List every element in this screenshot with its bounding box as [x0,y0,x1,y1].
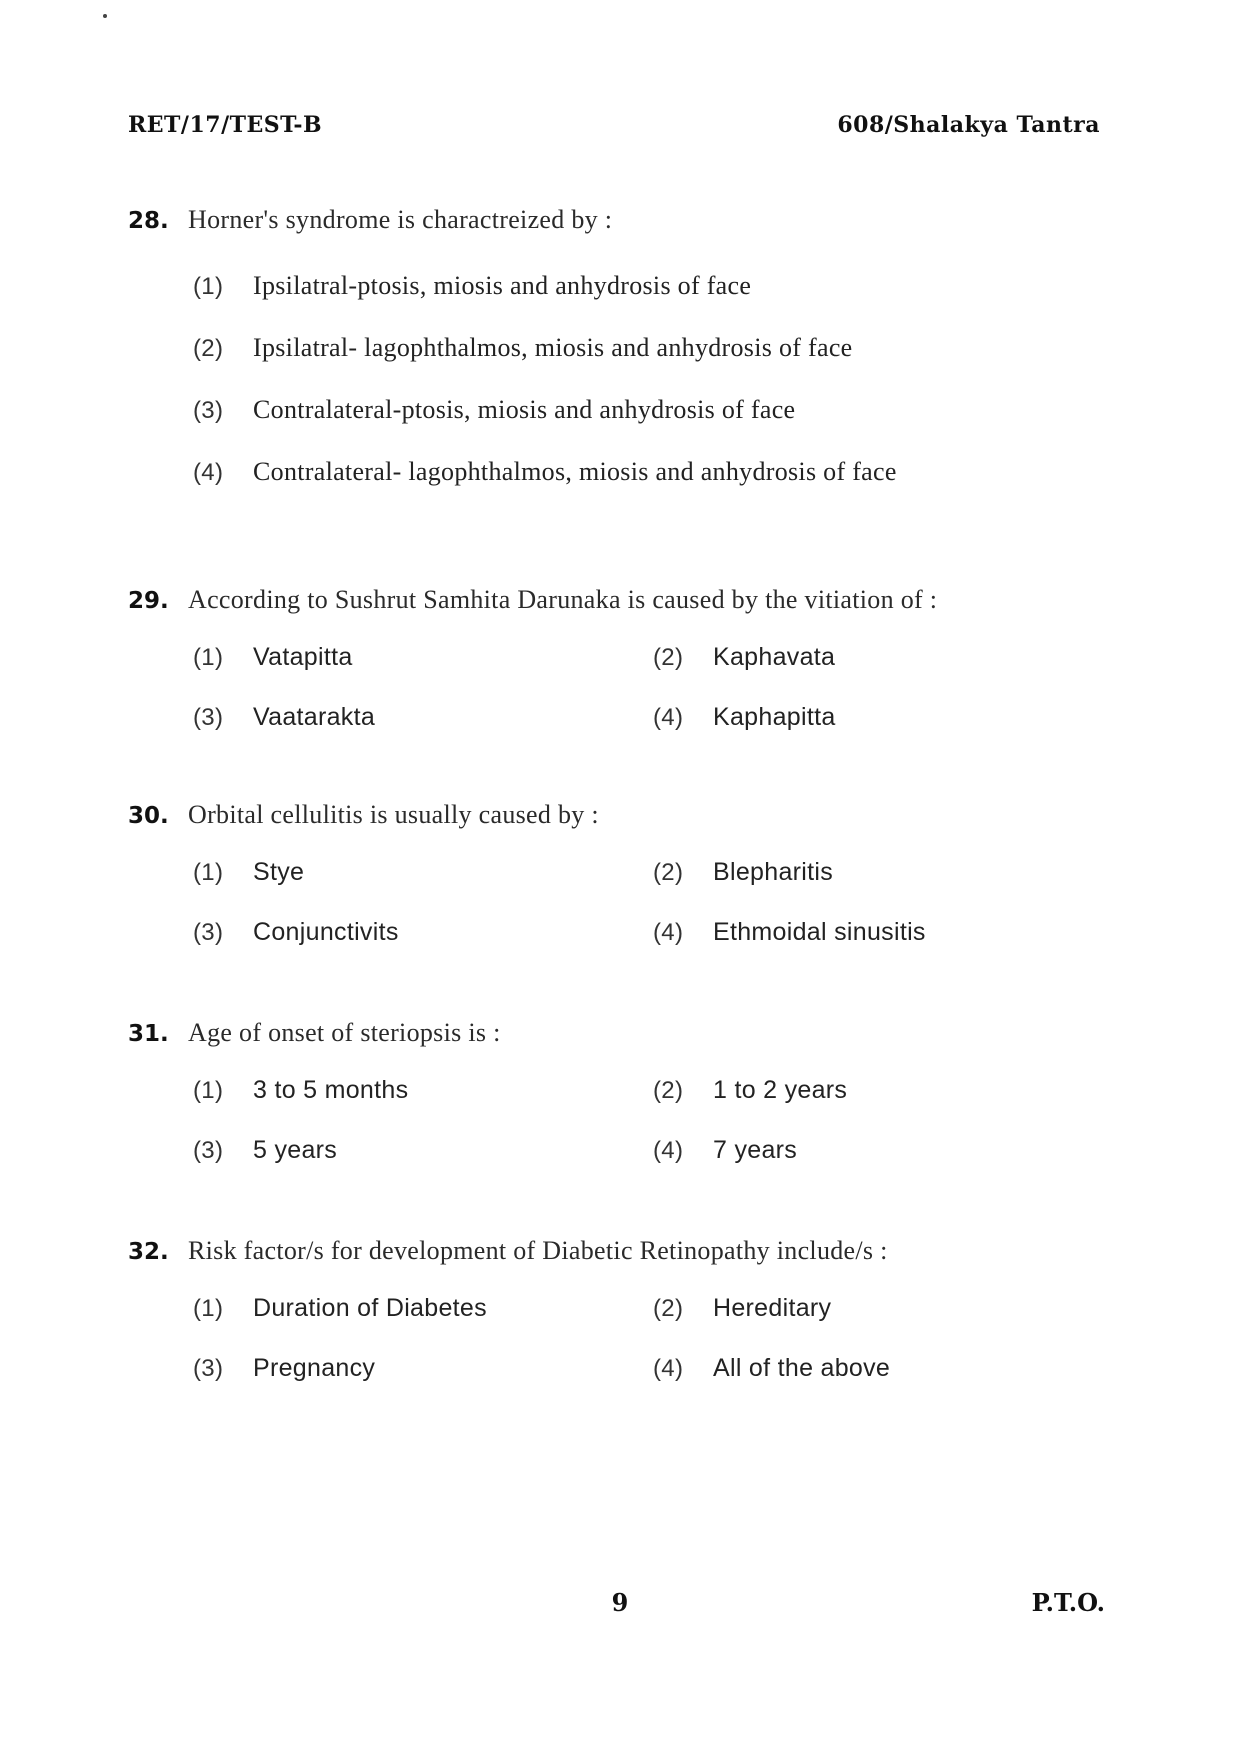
option-2 [653,1278,1113,1338]
option-label: (2) [653,859,684,886]
option-text: Kaphavata [713,643,836,671]
option-text: Blepharitis [713,858,834,886]
question-32 [128,1236,1118,1398]
option-2 [653,1060,1113,1120]
option-1 [193,1060,653,1120]
question-text: Orbital cellulitis is usually caused by : [188,800,599,829]
option-label: (1) [193,859,224,886]
option-label: (2) [653,1077,684,1104]
question-28 [128,205,1118,503]
option-label: (3) [193,1355,224,1382]
option-text: Stye [253,858,305,886]
option-text: 3 to 5 months [253,1076,409,1104]
option-text: Ipsilatral- lagophthalmos, miosis and anhydrosis of face [253,333,853,362]
option-label: (3) [193,1137,224,1164]
option-1 [193,255,1118,317]
option-text: Contralateral- lagophthalmos, miosis and anhydrosis of face [253,457,897,486]
option-1 [193,1278,653,1338]
option-label: (1) [193,1077,224,1104]
question-30 [128,800,1118,962]
option-2 [653,842,1113,902]
page-number: 9 [611,1588,629,1617]
option-label: (3) [193,704,224,731]
option-label: (2) [653,1295,684,1322]
option-label: (2) [653,644,684,671]
option-text: Pregnancy [253,1354,376,1382]
scan-speck [103,14,107,18]
please-turn-over: P.T.O. [1031,1588,1105,1617]
question-text: Age of onset of steriopsis is : [188,1018,501,1047]
option-label: (1) [193,644,224,671]
question-number: 28. [128,208,169,234]
option-4 [193,441,1118,503]
option-3 [193,379,1118,441]
question-text: Risk factor/s for development of Diabetic Retinopathy include/s : [188,1236,888,1265]
option-label: (4) [193,459,224,486]
option-2 [653,627,1113,687]
test-code: RET/17/TEST-B [128,112,323,138]
question-number: 29. [128,588,169,614]
option-text: 1 to 2 years [713,1076,848,1104]
option-text: All of the above [713,1354,891,1382]
option-label: (4) [653,919,684,946]
option-label: (4) [653,1355,684,1382]
option-text: 5 years [253,1136,338,1164]
question-number: 30. [128,803,169,829]
option-3 [193,687,653,747]
option-3 [193,902,653,962]
option-text: Conjunctivits [253,918,399,946]
option-1 [193,842,653,902]
question-text: Horner's syndrome is charactreized by : [188,205,613,234]
option-label: (4) [653,704,684,731]
option-3 [193,1120,653,1180]
option-text: Vaatarakta [253,703,376,731]
question-31 [128,1018,1118,1180]
option-4 [653,902,1113,962]
subject-code: 608/Shalakya Tantra [837,112,1100,138]
question-text: According to Sushrut Samhita Darunaka is caused by the vitiation of : [188,585,938,614]
option-3 [193,1338,653,1398]
option-4 [653,1338,1113,1398]
option-label: (1) [193,1295,224,1322]
question-number: 31. [128,1021,169,1047]
option-text: Vatapitta [253,643,353,671]
option-4 [653,687,1113,747]
option-text: Contralateral-ptosis, miosis and anhydrosis of face [253,395,796,424]
option-label: (3) [193,397,224,424]
option-text: Duration of Diabetes [253,1294,487,1322]
option-1 [193,627,653,687]
option-2 [193,317,1118,379]
option-text: 7 years [713,1136,798,1164]
page-header [128,112,1100,138]
option-text: Ethmoidal sinusitis [713,918,926,946]
option-label: (3) [193,919,224,946]
option-text: Hereditary [713,1294,832,1322]
option-label: (4) [653,1137,684,1164]
option-4 [653,1120,1113,1180]
option-label: (2) [193,335,224,362]
option-text: Ipsilatral-ptosis, miosis and anhydrosis of face [253,271,752,300]
option-text: Kaphapitta [713,703,836,731]
question-number: 32. [128,1239,169,1265]
option-label: (1) [193,273,224,300]
question-29 [128,585,1118,747]
